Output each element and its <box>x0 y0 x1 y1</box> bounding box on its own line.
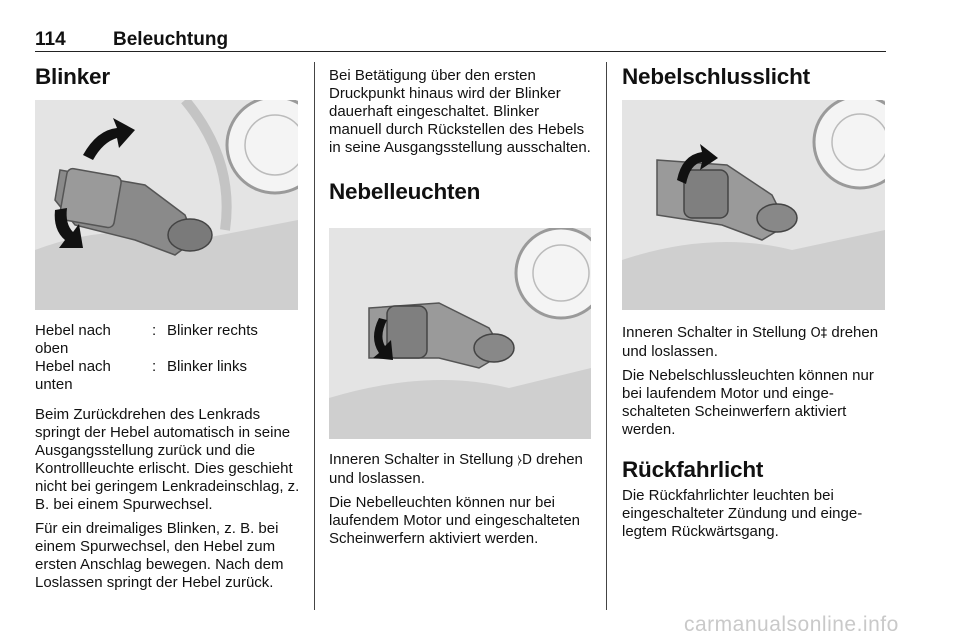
figure-turn-signal-lever <box>35 100 298 310</box>
table-term: Hebel nach oben <box>35 322 111 357</box>
rear-fog-light-icon: O‡ <box>810 326 828 341</box>
column-divider-2 <box>606 62 607 610</box>
paragraph <box>329 451 591 488</box>
paragraph: Beim Zurückdrehen des Lenkrads springt der Hebel automatisch in seine Ausgangsstellung zurück und die Kontrollleuchte erlischt. Dies geschieht nicht bei geringem Lenkradeinschlag, z. B. bei einem Spurwechsel. <box>35 406 300 513</box>
table-definition: Blinker rechts <box>167 322 258 339</box>
page-number: 114 <box>35 29 66 50</box>
table-colon: : <box>152 322 157 339</box>
table-definition: Blinker links <box>167 358 248 375</box>
column-fog-lights <box>329 67 591 205</box>
table-row <box>35 358 300 394</box>
heading-rueckfahrlicht: Rückfahrlicht <box>622 457 764 482</box>
chapter-title: Beleuchtung <box>113 29 229 50</box>
column-divider-1 <box>314 62 315 610</box>
paragraph-text: Inneren Schalter in Stellung <box>622 324 811 341</box>
blinker-text <box>35 406 303 592</box>
table-term: Hebel nach unten <box>35 358 111 393</box>
paragraph: Bei Betätigung über den ersten Druckpunkt hinaus wird der Blinker dauerhaft eingeschaltet. Blinker manuell durch Rückstellen des Hebels in seine Ausgangsstellung ausschalten. <box>329 67 591 156</box>
paragraph-text: Inneren Schalter in Stellung <box>329 451 518 468</box>
page-header <box>35 29 886 52</box>
paragraph-text: drehen und loslassen. <box>622 324 879 360</box>
fog-light-icon: ⧽D <box>517 453 533 468</box>
figure-fog-light-switch <box>329 228 591 439</box>
column-blinker <box>35 64 300 90</box>
rear-fog-text <box>622 324 886 541</box>
table-colon: : <box>152 358 157 375</box>
heading-nebelschlusslicht: Nebelschlusslicht <box>622 64 810 89</box>
paragraph: Die Nebelschlussleuchten können nur bei laufendem Motor und eingeschalteten Scheinwerfern aktiviert werden. <box>622 367 874 438</box>
paragraph: Für ein dreimaliges Blinken, z. B. bei einem Spurwechsel, den Hebel zum ersten Anschlag bewegen. Nach dem Loslassen springt der Hebel zurück. <box>35 520 284 591</box>
heading-nebelleuchten: Nebelleuchten <box>329 179 481 204</box>
heading-blinker: Blinker <box>35 64 110 89</box>
figure-rear-fog-switch <box>622 100 885 310</box>
paragraph <box>622 324 886 361</box>
paragraph: Die Rückfahrlichter leuchten bei eingeschalteter Zündung und eingelegtem Rückwärtsgang. <box>622 487 863 540</box>
watermark: carmanualsonline.info <box>684 613 899 636</box>
table-row <box>35 322 300 358</box>
paragraph-text: drehen und loslassen. <box>329 451 583 487</box>
paragraph: Die Nebelleuchten können nur bei laufendem Motor und eingeschalteten Scheinwerfern aktiviert werden. <box>329 494 581 547</box>
fog-lights-text <box>329 451 591 548</box>
lever-definition-table <box>35 322 300 394</box>
column-rear-fog-light <box>622 64 886 90</box>
